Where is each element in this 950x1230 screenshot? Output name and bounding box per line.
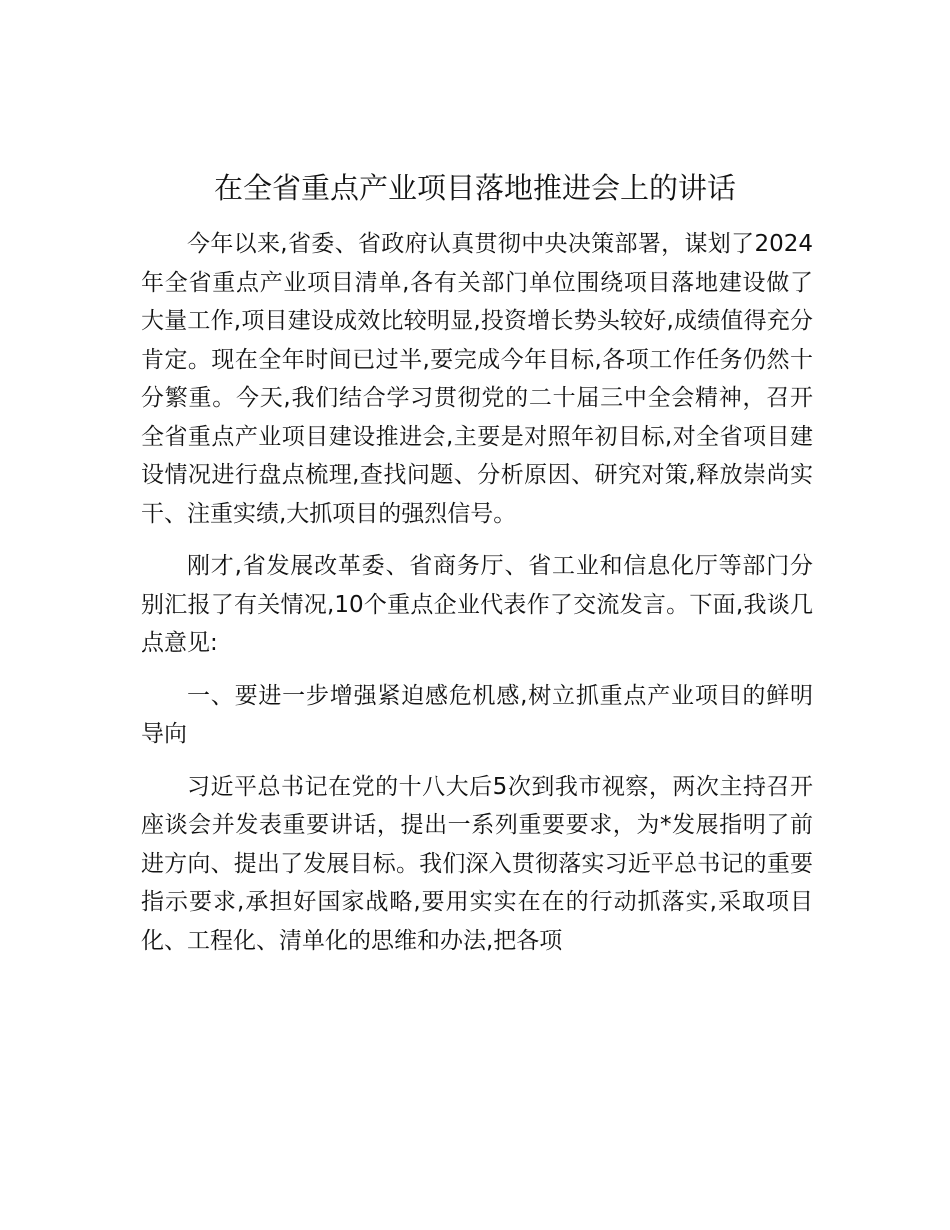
paragraph-section-one: 习近平总书记在党的十八大后5次到我市视察，两次主持召开座谈会并发表重要讲话，提出一系列重要要求，为*发展指明了前进方向、提出了发展目标。我们深入贯彻落实习近平总书记的重要指示要求,承担好国家战略,要用实实在在的行动抓落实,采取项目化、工程化、清单化的思维和办法,把各项 [141,773,813,954]
paragraph-intro: 今年以来,省委、省政府认真贯彻中央决策部署，谋划了2024年全省重点产业项目清单,各有关部门单位围绕项目落地建设做了大量工作,项目建设成效比较明显,投资增长势头较好,成绩值得充分肯定。现在全年时间已过半,要完成今年目标,各项工作任务仍然十分繁重。今天,我们结合学习贯彻党的二十届三中全会精神，召开全省重点产业项目建设推进会,主要是对照年初目标,对全省项目建设情况进行盘点梳理,查找问题、分析原因、研究对策,释放崇尚实干、注重实绩,大抓项目的强烈信号。 [141,231,813,527]
document-title: 在全省重点产业项目落地推进会上的讲话 [213,171,736,205]
section-heading-one: 一、要进一步增强紧迫感危机感,树立抓重点产业项目的鲜明导向 [141,682,813,747]
document-body [141,225,813,960]
paragraph-reports: 刚才,省发展改革委、省商务厅、省工业和信息化厅等部门分别汇报了有关情况,10个重点企业代表作了交流发言。下面,我谈几点意见: [141,553,813,656]
